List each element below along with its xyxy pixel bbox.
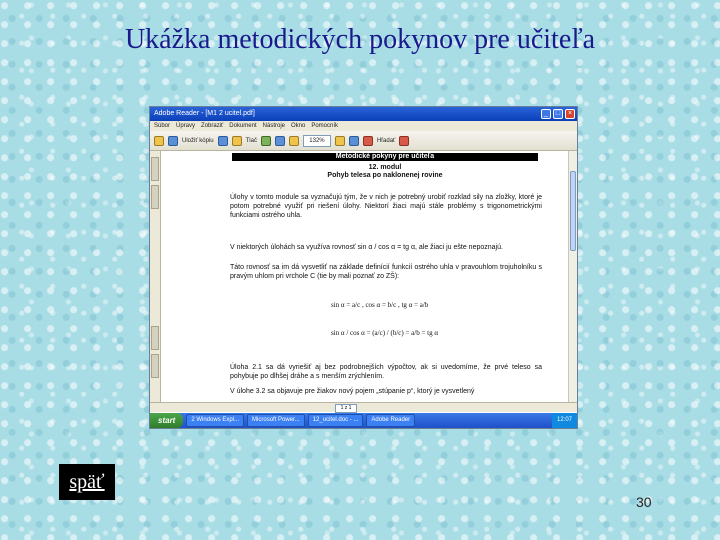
zoom-in-icon[interactable] xyxy=(335,136,345,146)
zoom-out-icon[interactable] xyxy=(289,136,299,146)
window-titlebar xyxy=(150,107,577,121)
slide-title: Ukážka metodických pokynov pre učiteľa xyxy=(124,24,596,55)
window-controls xyxy=(541,109,575,119)
module-subtitle: Pohyb telesa po naklonenej rovine xyxy=(327,172,443,179)
menu-item-window[interactable]: Okno xyxy=(291,123,306,129)
back-button[interactable]: späť xyxy=(59,464,115,500)
save-icon[interactable] xyxy=(168,136,178,146)
taskbar-clock: 12:07 xyxy=(552,413,577,428)
formula-definitions: sin α = a/c , cos α = b/c , tg α = a/b xyxy=(331,301,429,309)
formula-tangent: sin α / cos α = (a/c) / (b/c) = a/b = tg α xyxy=(331,329,439,337)
paragraph-2: V niektorých úlohách sa využíva rovnosť sin α / cos α = tg α, ale žiaci ju ešte nepoznajú. xyxy=(230,244,503,251)
zoom-field[interactable]: 132% xyxy=(303,135,331,147)
menu-item-edit[interactable]: Úpravy xyxy=(176,123,196,129)
pages-tab[interactable] xyxy=(151,185,159,209)
menu-bar xyxy=(150,121,577,131)
print-button[interactable]: Tlač xyxy=(245,137,257,144)
fit-page-icon[interactable] xyxy=(349,136,359,146)
menu-item-file[interactable]: Súbor xyxy=(154,123,171,129)
save-copy-button[interactable]: Uložiť kópiu xyxy=(182,137,214,144)
maximize-icon[interactable]: □ xyxy=(553,109,563,119)
module-number: 12. modul xyxy=(368,164,402,171)
scroll-thumb[interactable] xyxy=(570,171,576,251)
page-number: 30 xyxy=(636,494,652,510)
menu-item-help[interactable]: Pomocník xyxy=(311,123,339,129)
page-indicator[interactable]: 1 z 1 xyxy=(335,404,357,413)
search-icon[interactable] xyxy=(363,136,373,146)
paragraph-3: Táto rovnosť sa im dá vysvetliť na základe definícií funkcií ostrého uhla v pravouhlom trojuholníku s pravým uhlom pri vrchole C (tie by mali poznať zo ZŠ): xyxy=(230,264,542,280)
hand-tool-icon[interactable] xyxy=(261,136,271,146)
taskbar-item-reader[interactable]: Adobe Reader xyxy=(366,414,415,427)
navigation-panel xyxy=(150,151,161,409)
paragraph-5: V úlohe 3.2 sa objavuje pre žiakov nový pojem „stúpanie p“, ktorý je vysvetlený xyxy=(230,388,475,395)
signatures-tab[interactable] xyxy=(151,354,159,378)
status-bar xyxy=(150,402,577,412)
layers-tab[interactable] xyxy=(151,326,159,350)
taskbar-item-explorer[interactable]: 2 Windows Expl... xyxy=(186,414,244,427)
print-icon[interactable] xyxy=(218,136,228,146)
start-button[interactable]: start xyxy=(150,413,183,428)
document-header: Metodické pokyny pre učiteľa xyxy=(232,153,538,161)
bookmarks-tab[interactable] xyxy=(151,157,159,181)
help-icon[interactable] xyxy=(399,136,409,146)
open-icon[interactable] xyxy=(154,136,164,146)
reader-screenshot xyxy=(150,107,577,428)
toolbar xyxy=(150,131,577,151)
select-tool-icon[interactable] xyxy=(275,136,285,146)
paragraph-1: Úlohy v tomto module sa vyznačujú tým, že v nich je potrebný urobiť rozklad sily na zložky, ktoré je potom potrebné využiť pri riešení úlohy. Niektorí žiaci majú stále problémy s trigonometrickými funkciami ostrého uhla. xyxy=(230,194,542,219)
paragraph-4: Úloha 2.1 sa dá vyriešiť aj bez podrobnejších výpočtov, ak si uvedomíme, že prvé teleso sa pohybuje po dlhšej dráhe a s menším zrýchlením. xyxy=(230,364,542,380)
taskbar-item-powerpoint[interactable]: Microsoft Power... xyxy=(247,414,305,427)
close-icon[interactable]: × xyxy=(565,109,575,119)
menu-item-document[interactable]: Dokument xyxy=(229,123,257,129)
menu-item-view[interactable]: Zobraziť xyxy=(201,123,224,129)
document-view[interactable] xyxy=(161,151,569,402)
window-title: Adobe Reader - [M1 2 ucitel.pdf] xyxy=(154,110,255,117)
menu-item-tools[interactable]: Nástroje xyxy=(262,123,285,129)
email-icon[interactable] xyxy=(232,136,242,146)
vertical-scrollbar[interactable] xyxy=(568,151,577,402)
search-button[interactable]: Hľadať xyxy=(376,137,396,144)
taskbar xyxy=(150,413,577,428)
minimize-icon[interactable]: _ xyxy=(541,109,551,119)
taskbar-item-word[interactable]: 12_ucitel.doc - ... xyxy=(308,414,364,427)
